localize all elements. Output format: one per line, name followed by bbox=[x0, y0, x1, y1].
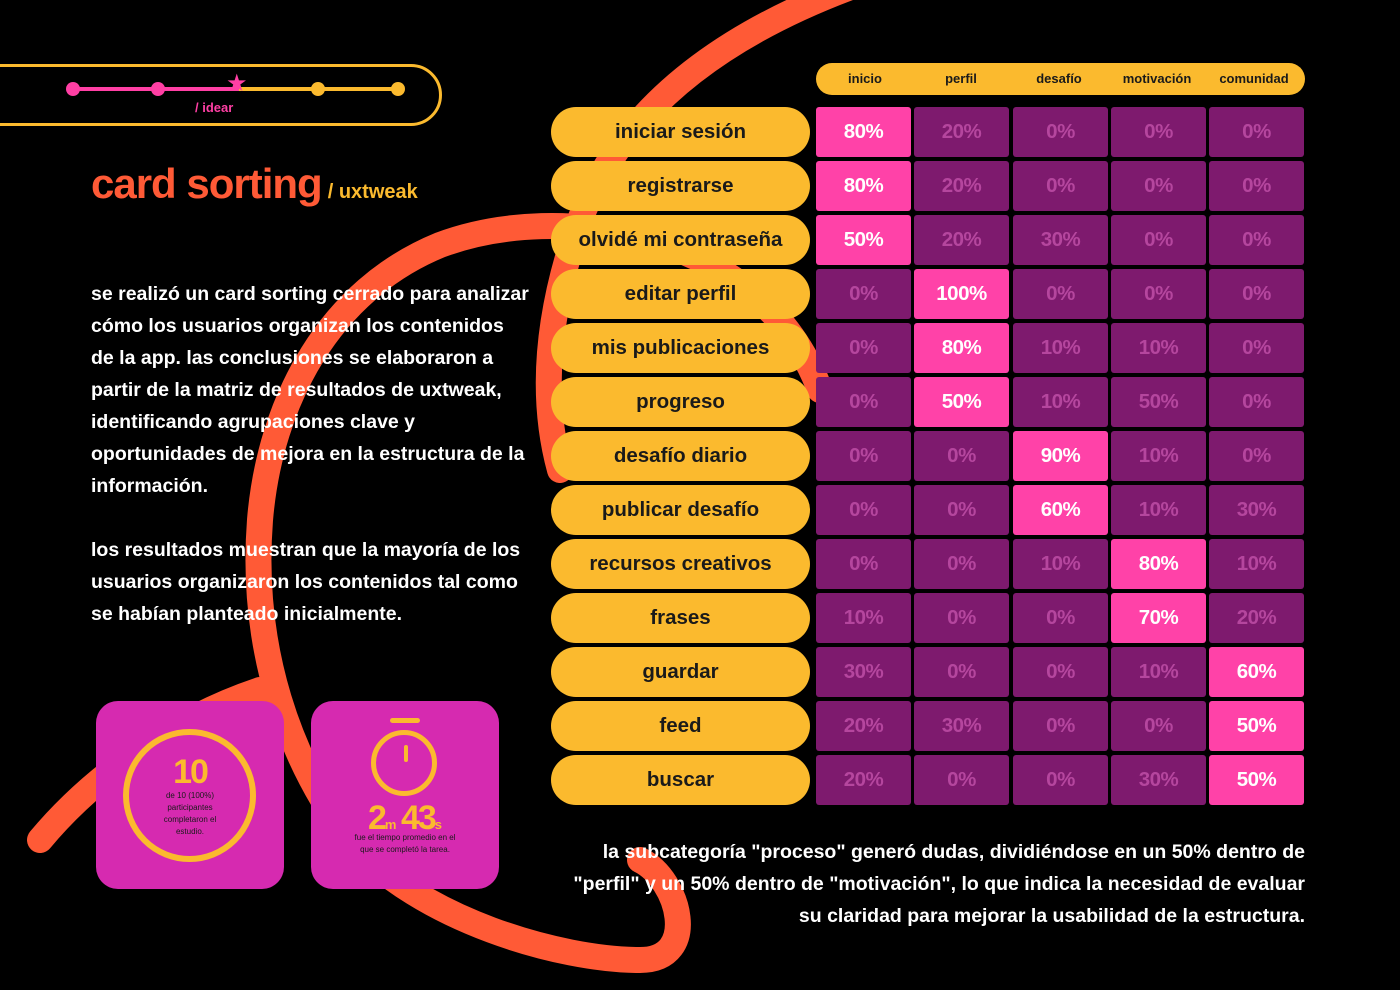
matrix-cell: 0% bbox=[914, 593, 1009, 643]
matrix-cell: 0% bbox=[816, 323, 911, 373]
matrix-cell: 0% bbox=[914, 485, 1009, 535]
matrix-cell: 0% bbox=[1013, 647, 1108, 697]
matrix-cell: 20% bbox=[914, 107, 1009, 157]
matrix-cell: 20% bbox=[816, 701, 911, 751]
matrix-cell: 80% bbox=[1111, 539, 1206, 589]
matrix-cell: 10% bbox=[1013, 539, 1108, 589]
matrix-cell: 0% bbox=[1013, 755, 1108, 805]
row-label: recursos creativos bbox=[551, 539, 810, 589]
matrix-cell: 30% bbox=[1013, 215, 1108, 265]
row-label: editar perfil bbox=[551, 269, 810, 319]
matrix-cell: 0% bbox=[1209, 269, 1304, 319]
matrix-cell: 0% bbox=[914, 431, 1009, 481]
matrix-cell: 0% bbox=[1111, 701, 1206, 751]
matrix-cell: 50% bbox=[1111, 377, 1206, 427]
matrix-cell: 30% bbox=[1111, 755, 1206, 805]
matrix-cell: 100% bbox=[914, 269, 1009, 319]
column-header-motivacion: motivación bbox=[1122, 71, 1192, 86]
matrix-cell: 0% bbox=[816, 377, 911, 427]
matrix-cell: 0% bbox=[1209, 215, 1304, 265]
matrix-cell: 80% bbox=[816, 107, 911, 157]
matrix-cell: 0% bbox=[816, 539, 911, 589]
row-label: registrarse bbox=[551, 161, 810, 211]
row-label: desafío diario bbox=[551, 431, 810, 481]
matrix-cell: 50% bbox=[914, 377, 1009, 427]
matrix-cell: 50% bbox=[1209, 755, 1304, 805]
matrix-cell: 0% bbox=[1013, 161, 1108, 211]
progress-step-4 bbox=[311, 82, 325, 96]
matrix-cell: 80% bbox=[914, 323, 1009, 373]
column-header-inicio: inicio bbox=[848, 71, 882, 86]
progress-step-2 bbox=[151, 82, 165, 96]
matrix-cell: 60% bbox=[1013, 485, 1108, 535]
row-label: olvidé mi contraseña bbox=[551, 215, 810, 265]
time-seconds-unit: s bbox=[434, 817, 442, 832]
matrix-cell: 10% bbox=[1111, 431, 1206, 481]
progress-step-5 bbox=[391, 82, 405, 96]
row-label: feed bbox=[551, 701, 810, 751]
matrix-cell: 10% bbox=[1013, 323, 1108, 373]
row-label: guardar bbox=[551, 647, 810, 697]
matrix-cell: 30% bbox=[914, 701, 1009, 751]
matrix-cell: 10% bbox=[1111, 647, 1206, 697]
matrix-cell: 30% bbox=[1209, 485, 1304, 535]
matrix-cell: 0% bbox=[1111, 161, 1206, 211]
matrix-cell: 0% bbox=[816, 485, 911, 535]
matrix-cell: 10% bbox=[1111, 485, 1206, 535]
matrix-cell: 0% bbox=[1209, 107, 1304, 157]
matrix-cell: 0% bbox=[1209, 323, 1304, 373]
matrix-cell: 90% bbox=[1013, 431, 1108, 481]
time-minutes: 2 bbox=[368, 799, 385, 837]
description-paragraph-2: los resultados muestran que la mayoría de los usuarios organizaron los contenidos tal como se habían planteado inicialmente. bbox=[91, 539, 521, 625]
stopwatch-hand bbox=[404, 745, 408, 762]
title-sub: / uxtweak bbox=[327, 181, 418, 203]
row-label: frases bbox=[551, 593, 810, 643]
matrix-cell: 50% bbox=[816, 215, 911, 265]
participants-number: 10 bbox=[173, 753, 207, 791]
time-minutes-unit: m bbox=[384, 817, 397, 832]
matrix-cell: 0% bbox=[914, 647, 1009, 697]
matrix-cell: 20% bbox=[1209, 593, 1304, 643]
row-label: progreso bbox=[551, 377, 810, 427]
description bbox=[91, 278, 531, 630]
matrix-cell: 10% bbox=[1013, 377, 1108, 427]
stopwatch-icon bbox=[371, 730, 437, 796]
matrix-cell: 80% bbox=[816, 161, 911, 211]
matrix-cell: 10% bbox=[1209, 539, 1304, 589]
matrix-cell: 0% bbox=[1111, 269, 1206, 319]
time-card bbox=[311, 701, 499, 889]
matrix-cell: 0% bbox=[1209, 161, 1304, 211]
star-icon: ★ bbox=[226, 70, 248, 97]
matrix-cell: 0% bbox=[816, 431, 911, 481]
page-title bbox=[91, 160, 418, 208]
column-header-perfil: perfil bbox=[945, 71, 977, 86]
stopwatch-icon-button bbox=[390, 718, 420, 723]
title-main: card sorting bbox=[91, 160, 322, 207]
matrix-cell: 0% bbox=[1209, 377, 1304, 427]
time-seconds: 43 bbox=[400, 799, 435, 837]
description-paragraph-1: se realizó un card sorting cerrado para analizar cómo los usuarios organizan los contenidos de la app. las conclusiones se elaboraron a partir de la matriz de resultados de uxtweak, identificando agrupaciones clave y oportunidades de mejora en la estructura de la información. bbox=[91, 283, 529, 497]
matrix-cell: 0% bbox=[1013, 701, 1108, 751]
row-label: publicar desafío bbox=[551, 485, 810, 535]
matrix-cell: 50% bbox=[1209, 701, 1304, 751]
matrix-cell: 0% bbox=[1111, 107, 1206, 157]
progress-step-label: / idear bbox=[195, 100, 234, 115]
row-label: iniciar sesión bbox=[551, 107, 810, 157]
matrix-cell: 0% bbox=[1209, 431, 1304, 481]
participants-card bbox=[96, 701, 284, 889]
column-header-desafio: desafío bbox=[1036, 71, 1082, 86]
matrix-cell: 20% bbox=[914, 161, 1009, 211]
matrix-cell: 70% bbox=[1111, 593, 1206, 643]
matrix-cell: 0% bbox=[816, 269, 911, 319]
time-caption: fue el tiempo promedio en el que se completó la tarea. bbox=[354, 833, 456, 854]
matrix-cell: 0% bbox=[914, 755, 1009, 805]
matrix-column-headers bbox=[816, 63, 1305, 95]
matrix-cell: 20% bbox=[816, 755, 911, 805]
matrix-cell: 60% bbox=[1209, 647, 1304, 697]
matrix-cell: 20% bbox=[914, 215, 1009, 265]
column-header-comunidad: comunidad bbox=[1219, 71, 1289, 86]
matrix-cell: 10% bbox=[816, 593, 911, 643]
matrix-cell: 30% bbox=[816, 647, 911, 697]
matrix-cell: 0% bbox=[1111, 215, 1206, 265]
progress-indicator bbox=[0, 64, 442, 126]
row-label: buscar bbox=[551, 755, 810, 805]
footnote: la subcategoría "proceso" generó dudas, dividiéndose en un 50% dentro de "perfil" y un 50% dentro de "motivación", lo que indica la necesidad de evaluar su claridad para mejorar la usabilidad de la estructura. bbox=[573, 841, 1305, 927]
participants-caption: de 10 (100%) participantes completaron el estudio. bbox=[163, 791, 217, 836]
matrix-cell: 0% bbox=[1013, 593, 1108, 643]
progress-step-1 bbox=[66, 82, 80, 96]
matrix-cell: 10% bbox=[1111, 323, 1206, 373]
matrix-cell: 0% bbox=[1013, 107, 1108, 157]
matrix-cell: 0% bbox=[914, 539, 1009, 589]
matrix-cell: 0% bbox=[1013, 269, 1108, 319]
row-label: mis publicaciones bbox=[551, 323, 810, 373]
